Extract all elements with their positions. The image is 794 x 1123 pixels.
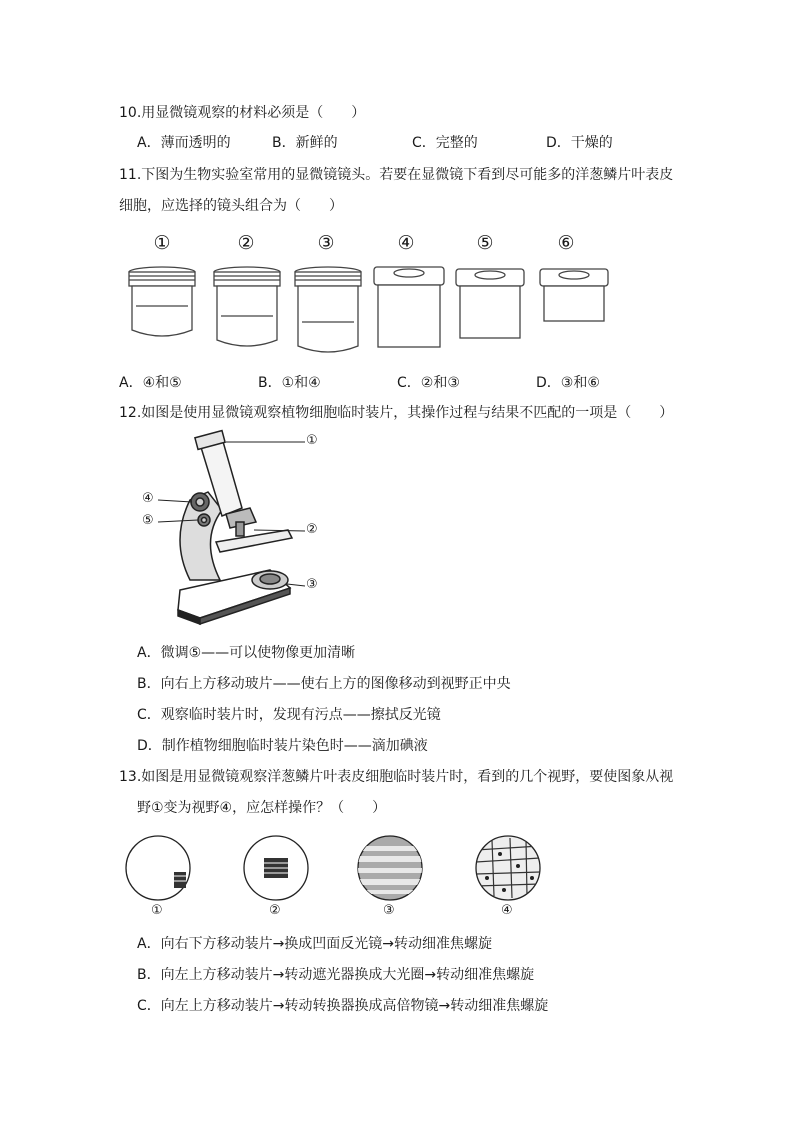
- microscope-figure: [130, 430, 330, 630]
- q13-option-b: B．向左上方移动装片→转动遮光器换成大光圈→转动细准焦螺旋: [137, 967, 535, 983]
- fields-figure: [0, 834, 794, 914]
- field-label-1: ①: [151, 903, 163, 918]
- lens-1-icon: [129, 267, 195, 336]
- part-label-3: ③: [306, 577, 318, 592]
- q11-option-c: C．②和③: [397, 375, 460, 391]
- lens-label-2: ②: [237, 232, 255, 254]
- part-label-4: ④: [142, 491, 154, 506]
- lens-label-5: ⑤: [476, 232, 494, 254]
- part-label-2: ②: [306, 522, 318, 537]
- q13-option-a: A．向右下方移动装片→换成凹面反光镜→转动细准焦螺旋: [137, 936, 493, 952]
- field-1-icon: [126, 836, 190, 900]
- q11-option-d: D．③和⑥: [536, 375, 600, 391]
- q13-stem-line1: 13.如图是用显微镜观察洋葱鳞片叶表皮细胞临时装片时，看到的几个视野，要使图象从视: [119, 769, 674, 785]
- q11-option-b: B．①和④: [258, 375, 321, 391]
- part-label-1: ①: [306, 433, 318, 448]
- q13-option-c: C．向左上方移动装片→转动转换器换成高倍物镜→转动细准焦螺旋: [137, 998, 549, 1014]
- q10-option-b: B．新鲜的: [272, 135, 338, 151]
- q12-stem: 12.如图是使用显微镜观察植物细胞临时装片，其操作过程与结果不匹配的一项是（ ）: [119, 405, 674, 421]
- q11-stem-line1: 11.下图为生物实验室常用的显微镜镜头。若要在显微镜下看到尽可能多的洋葱鳞片叶表皮: [119, 167, 674, 183]
- q12-option-b: B．向右上方移动玻片——使右上方的图像移动到视野正中央: [137, 676, 511, 692]
- lens-3-icon: [295, 267, 361, 352]
- q12-option-a: A．微调⑤——可以使物像更加清晰: [137, 645, 356, 661]
- field-2-icon: [244, 836, 308, 900]
- field-4-icon: [476, 836, 540, 900]
- lens-4-icon: [374, 267, 444, 347]
- field-3-icon: [356, 836, 424, 900]
- field-label-2: ②: [269, 903, 281, 918]
- q12-option-c: C．观察临时装片时，发现有污点——擦拭反光镜: [137, 707, 441, 723]
- lens-6-icon: [540, 269, 608, 321]
- lens-figure: [0, 262, 794, 362]
- lens-label-1: ①: [153, 232, 171, 254]
- q10-option-a: A．薄而透明的: [137, 135, 231, 151]
- lens-label-3: ③: [317, 232, 335, 254]
- q12-option-d: D．制作植物细胞临时装片染色时——滴加碘液: [137, 738, 428, 754]
- field-label-3: ③: [383, 903, 395, 918]
- q13-stem-line2: 野①变为视野④，应怎样操作？（ ）: [137, 800, 387, 816]
- lens-label-6: ⑥: [557, 232, 575, 254]
- lens-5-icon: [456, 269, 524, 338]
- q10-option-c: C．完整的: [412, 135, 478, 151]
- lens-2-icon: [214, 267, 280, 346]
- q11-stem-line2: 细胞，应选择的镜头组合为（ ）: [119, 198, 343, 214]
- q10-option-d: D．干燥的: [546, 135, 613, 151]
- field-label-4: ④: [501, 903, 513, 918]
- q11-option-a: A．④和⑤: [119, 375, 182, 391]
- q10-stem: 10.用显微镜观察的材料必须是（ ）: [119, 105, 366, 121]
- part-label-5: ⑤: [142, 513, 154, 528]
- lens-label-4: ④: [397, 232, 415, 254]
